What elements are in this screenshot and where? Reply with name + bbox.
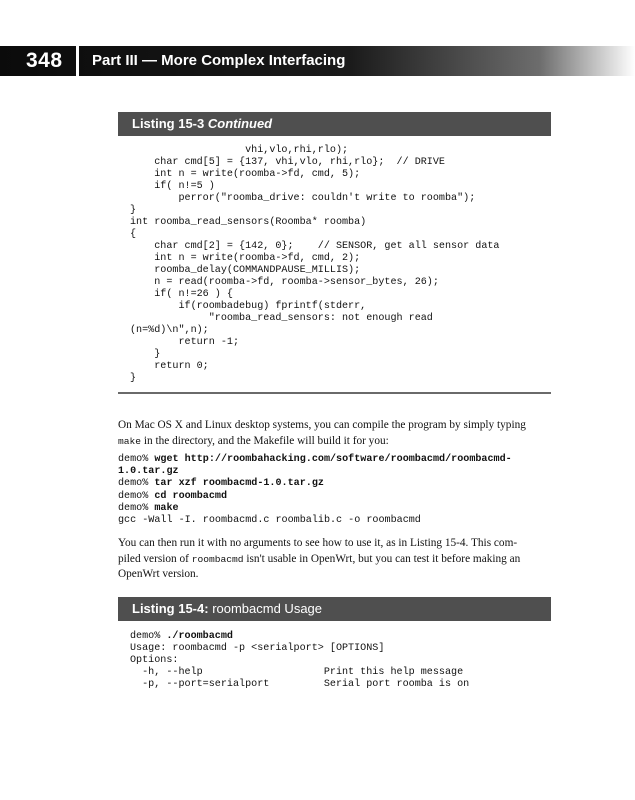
- part-title: Part III — More Complex Interfacing: [92, 52, 346, 69]
- code-line: }: [130, 205, 137, 216]
- code-line: }: [130, 349, 161, 360]
- code-line: vhi,vlo,rhi,rlo);: [130, 145, 349, 156]
- listing-15-3-end-rule: [118, 392, 551, 394]
- listing-15-4-code: demo% ./roombacmd Usage: roombacmd -p <serialport> [OPTIONS] Options: -h, --help Print this help message -p, --port=serialport Serial port roomba is on: [130, 631, 470, 690]
- inline-code-roombacmd: roombacmd: [191, 553, 244, 565]
- listing-15-3-title: [118, 112, 551, 136]
- paragraph-run: You can then run it with no arguments to see how to use it, as in Listing 15-4. This com- piled version of roombacmd isn't usable in OpenWrt, but you can test it before making an OpenWrt version.: [118, 537, 521, 580]
- code-line: perror("roomba_drive: couldn't write to roomba");: [130, 193, 476, 204]
- listing-15-4-label: Listing 15-4:: [132, 601, 213, 616]
- code-line: if(roombadebug) fprintf(stderr,: [130, 301, 367, 312]
- listing-15-3-code: [130, 145, 500, 385]
- code-line: return -1;: [130, 337, 240, 348]
- listing-15-4-title: [118, 597, 551, 621]
- code-line: int roomba_read_sensors(Roomba* roomba): [130, 217, 367, 228]
- code-line: Options:: [130, 655, 179, 666]
- code-line: if( n!=26 ) {: [130, 289, 233, 300]
- inline-code-make: make: [118, 435, 142, 447]
- shell-commands: demo% wget http://roombahacking.com/software/roombacmd/roombacmd- 1.0.tar.gz demo% tar xzf roombacmd-1.0.tar.gz demo% cd roombacmd demo% make gcc -Wall -I. roombacmd.c roombalib.c -o roombacmd: [118, 454, 512, 527]
- code-line: Usage: roombacmd -p <serialport> [OPTIONS]: [130, 643, 385, 654]
- code-line: char cmd[2] = {142, 0}; // SENSOR, get all sensor data: [130, 241, 500, 252]
- code-line: (n=%d)\n",n);: [130, 325, 209, 336]
- code-line: "roomba_read_sensors: not enough read: [130, 313, 433, 324]
- page-number: 348: [26, 49, 63, 72]
- code-line: int n = write(roomba->fd, cmd, 2);: [130, 253, 361, 264]
- listing-15-3-label: Listing 15-3: [132, 116, 208, 131]
- code-line: return 0;: [130, 361, 209, 372]
- listing-15-3-continued: Continued: [207, 116, 273, 131]
- code-line: n = read(roomba->fd, roomba->sensor_bytes, 26);: [130, 277, 439, 288]
- code-line: if( n!=5 ): [130, 181, 215, 192]
- code-line: roomba_delay(COMMANDPAUSE_MILLIS);: [130, 265, 361, 276]
- code-line: -p, --port=serialport Serial port roomba is on: [130, 679, 470, 690]
- code-line: int n = write(roomba->fd, cmd, 5);: [130, 169, 361, 180]
- code-line: -h, --help Print this help message: [130, 667, 464, 678]
- listing-15-4-subtitle: roombacmd Usage: [212, 601, 323, 616]
- code-line: char cmd[5] = {137, vhi,vlo, rhi,rlo}; // DRIVE: [130, 157, 445, 168]
- header-separator: [76, 46, 79, 76]
- code-line: }: [130, 373, 137, 384]
- paragraph-compile: On Mac OS X and Linux desktop systems, you can compile the program by simply typing make in the directory, and the Makefile will build it for you:: [118, 419, 526, 447]
- code-line: {: [130, 229, 137, 240]
